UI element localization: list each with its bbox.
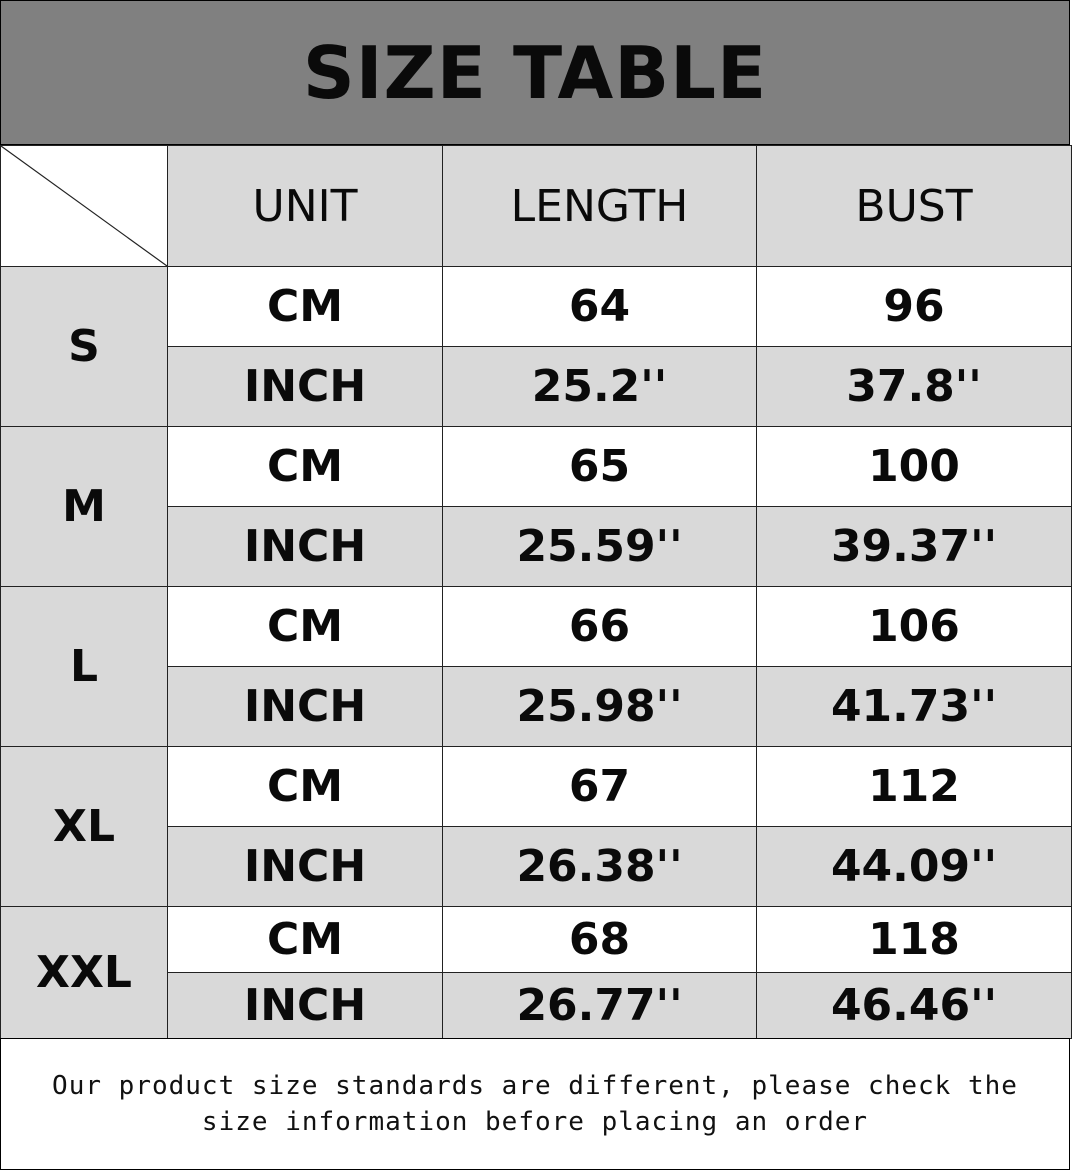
notice-box: [0, 1038, 1070, 1170]
header-row: [1, 146, 1072, 267]
length-cell: 66: [443, 587, 757, 667]
table-row: [1, 587, 1072, 667]
size-table: [0, 145, 1072, 1039]
unit-cell: INCH: [168, 347, 443, 427]
length-cell: 67: [443, 747, 757, 827]
diagonal-divider: [1, 146, 167, 266]
length-cell: 25.59'': [443, 507, 757, 587]
size-label: XXL: [1, 907, 168, 1039]
bust-cell: 96: [757, 267, 1072, 347]
bust-cell: 112: [757, 747, 1072, 827]
unit-cell: INCH: [168, 827, 443, 907]
bust-cell: 100: [757, 427, 1072, 507]
size-label: L: [1, 587, 168, 747]
header-length: LENGTH: [443, 146, 757, 267]
length-cell: 26.38'': [443, 827, 757, 907]
size-label: XL: [1, 747, 168, 907]
bust-cell: 37.8'': [757, 347, 1072, 427]
length-cell: 26.77'': [443, 973, 757, 1039]
title-banner: [0, 0, 1070, 145]
table-row: [1, 907, 1072, 973]
bust-cell: 39.37'': [757, 507, 1072, 587]
table-row: [1, 267, 1072, 347]
bust-cell: 118: [757, 907, 1072, 973]
length-cell: 68: [443, 907, 757, 973]
corner-cell: [1, 146, 168, 267]
bust-cell: 106: [757, 587, 1072, 667]
bust-cell: 41.73'': [757, 667, 1072, 747]
unit-cell: CM: [168, 907, 443, 973]
length-cell: 25.2'': [443, 347, 757, 427]
header-bust: BUST: [757, 146, 1072, 267]
unit-cell: CM: [168, 267, 443, 347]
bust-cell: 46.46'': [757, 973, 1072, 1039]
unit-cell: INCH: [168, 667, 443, 747]
page-title: SIZE TABLE: [302, 30, 768, 115]
table-row: [1, 747, 1072, 827]
length-cell: 65: [443, 427, 757, 507]
table-row: [1, 427, 1072, 507]
length-cell: 64: [443, 267, 757, 347]
size-notice: Our product size standards are different, please check the size information before placing an order: [52, 1071, 1018, 1137]
unit-cell: CM: [168, 427, 443, 507]
unit-cell: CM: [168, 587, 443, 667]
header-unit: UNIT: [168, 146, 443, 267]
size-label: S: [1, 267, 168, 427]
unit-cell: CM: [168, 747, 443, 827]
size-label: M: [1, 427, 168, 587]
length-cell: 25.98'': [443, 667, 757, 747]
unit-cell: INCH: [168, 973, 443, 1039]
bust-cell: 44.09'': [757, 827, 1072, 907]
unit-cell: INCH: [168, 507, 443, 587]
